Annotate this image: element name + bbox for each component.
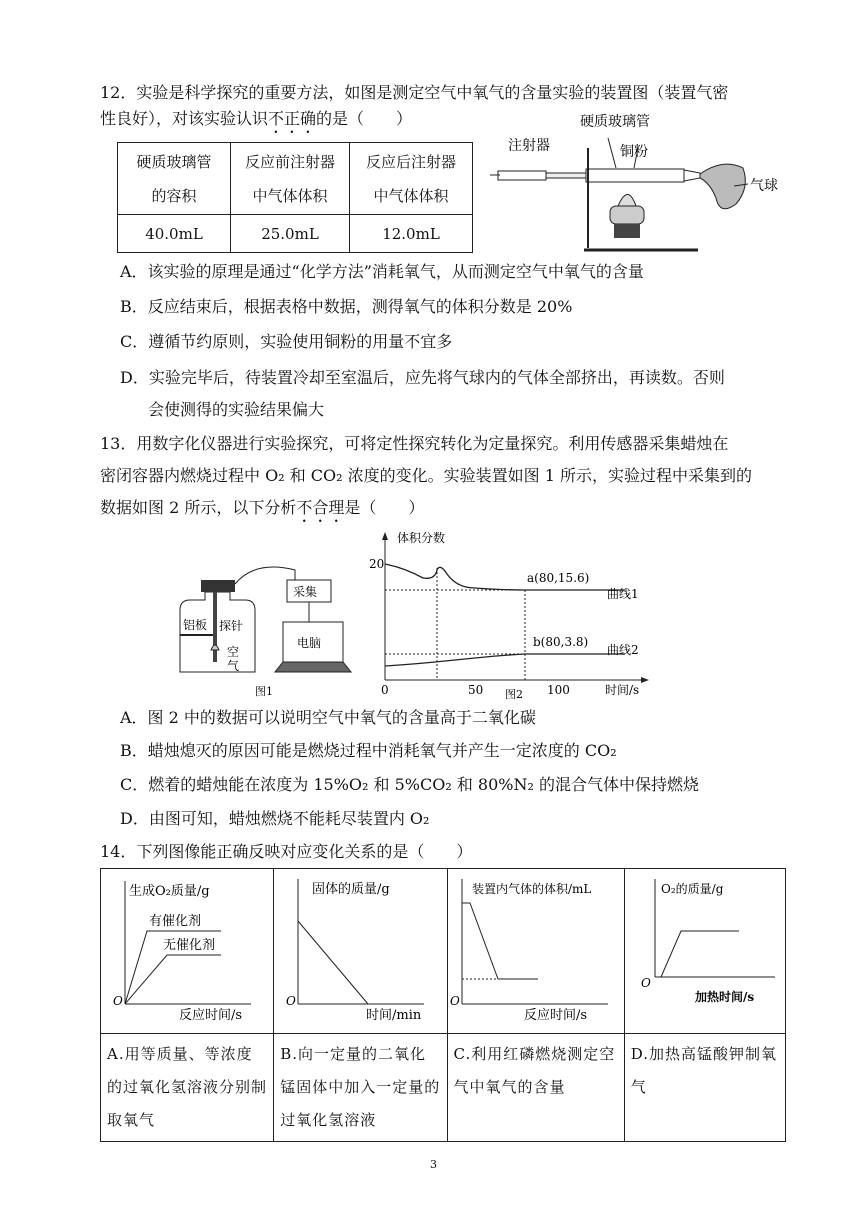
fig2-caption: 图2 xyxy=(505,688,523,701)
q12-stem-line2 xyxy=(100,108,412,137)
q14-caption-a: A.用等质量、等浓度的过氧化氢溶液分别制取氧气 xyxy=(101,1034,274,1142)
fig2-xlabel: 时间/s xyxy=(605,683,640,697)
page-number: 3 xyxy=(430,1158,437,1171)
q12-value-after: 12.0mL xyxy=(350,215,473,253)
fig1-probe-label: 探针 xyxy=(219,619,244,633)
fig2-point-b: b(80,3.8) xyxy=(533,635,589,649)
q14-table xyxy=(100,868,786,1142)
q13-option-a: A．图 2 中的数据可以说明空气中氧气的含量高于二氧化碳 xyxy=(120,708,536,727)
q12-value-tube: 40.0mL xyxy=(118,215,231,253)
svg-text:生成O₂质量/g: 生成O₂质量/g xyxy=(129,884,210,899)
q12-stem-emphasis: 不正确 xyxy=(268,109,317,128)
q13-stem-line3 xyxy=(100,497,424,526)
q12-value-before: 25.0mL xyxy=(231,215,350,253)
fig1-caption: 图1 xyxy=(255,685,273,698)
q12-apparatus-figure xyxy=(488,108,788,258)
q14-graph-c-cell xyxy=(447,869,624,1034)
q12-option-b: B．反应结束后，根据表格中数据，测得氧气的体积分数是 20% xyxy=(120,297,573,316)
svg-text:O: O xyxy=(113,994,123,1008)
q12-option-d-cont: 会使测得的实验结果偏大 xyxy=(148,400,325,419)
fig2-ytick-20: 20 xyxy=(369,557,385,571)
q12-stem-line1: 12．实验是科学探究的重要方法，如图是测定空气中氧气的含量实验的装置图（装置气密 xyxy=(100,83,729,102)
q12-option-d: D．实验完毕后，待装置冷却至室温后，应先将气球内的气体全部挤出，再读数。否则 xyxy=(120,368,725,387)
q12-label-tube: 硬质玻璃管 xyxy=(580,114,650,130)
q12-option-a: A．该实验的原理是通过“化学方法”消耗氧气，从而测定空气中氧气的含量 xyxy=(120,262,644,281)
q12-label-syringe: 注射器 xyxy=(508,138,550,154)
fig1-air-label-1: 空 xyxy=(227,645,240,659)
fig2-curve2 xyxy=(385,654,625,666)
fig2-ylabel: 体积分数 xyxy=(397,531,446,545)
q14-graph-a-cell xyxy=(101,869,274,1034)
svg-text:O: O xyxy=(286,994,297,1008)
svg-text:O: O xyxy=(640,976,651,990)
q14-graph-b xyxy=(274,869,446,1029)
q13-stem-pre: 数据如图 2 所示，以下分析 xyxy=(100,498,297,517)
q13-stem-post: 是（ ） xyxy=(344,498,425,517)
q12-header-before: 反应前注射器 中气体体积 xyxy=(231,143,350,215)
fig1-collect-label: 采集 xyxy=(293,585,318,599)
q13-stem-line2: 密闭容器内燃烧过程中 O₂ 和 CO₂ 浓度的变化。实验装置如图 1 所示，实验过程中采集到的 xyxy=(100,466,753,485)
svg-text:装置内气体的体积/mL: 装置内气体的体积/mL xyxy=(471,882,591,896)
fig2-xtick-50: 50 xyxy=(468,683,484,697)
q13-stem-emphasis: 不合理 xyxy=(296,498,345,517)
q13-figure1 xyxy=(175,560,375,700)
q14-stem: 14．下列图像能正确反映对应变化关系的是（ ） xyxy=(100,842,473,861)
fig1-computer-label: 电脑 xyxy=(297,636,322,650)
q13-option-d: D．由图可知，蜡烛燃烧不能耗尽装置内 O₂ xyxy=(120,809,430,828)
svg-text:时间/min: 时间/min xyxy=(366,1008,422,1023)
fig1-air-label-2: 气 xyxy=(227,659,240,673)
fig2-curve1-label: 曲线1 xyxy=(607,587,639,601)
q12-stem-pre: 性良好），对该实验认识 xyxy=(100,109,269,128)
fig1-plate-label: 铝板 xyxy=(183,618,208,632)
svg-text:无催化剂: 无催化剂 xyxy=(163,938,216,953)
svg-text:反应时间/s: 反应时间/s xyxy=(179,1008,243,1023)
flame xyxy=(618,195,636,207)
q12-stem-post: 的是（ ） xyxy=(316,109,413,128)
q12-option-c: C．遵循节约原则，实验使用铜粉的用量不宜多 xyxy=(120,332,453,351)
q12-header-tube: 硬质玻璃管 的容积 xyxy=(118,143,231,215)
fig2-curve2-label: 曲线2 xyxy=(607,643,639,657)
q14-graph-d-cell xyxy=(624,869,785,1034)
q12-label-balloon: 气球 xyxy=(750,178,778,194)
lamp xyxy=(610,206,644,224)
q13-stem-line1: 13．用数字化仪器进行实验探究，可将定性探究转化为定量探究。利用传感器采集蜡烛在 xyxy=(100,434,729,453)
fig2-xtick-0: 0 xyxy=(381,683,389,697)
q14-graph-c xyxy=(448,869,624,1029)
q13-option-b: B．蜡烛熄灭的原因可能是燃烧过程中消耗氧气并产生一定浓度的 CO₂ xyxy=(120,741,617,760)
q12-data-table xyxy=(117,142,473,253)
q14-caption-b: B.向一定量的二氧化锰固体中加入一定量的过氧化氢溶液 xyxy=(274,1034,447,1142)
q13-option-c: C．燃着的蜡烛能在浓度为 15%O₂ 和 5%CO₂ 和 80%N₂ 的混合气体中保持燃烧 xyxy=(120,775,699,794)
q14-graph-b-cell xyxy=(274,869,447,1034)
balloon-shape xyxy=(700,164,745,209)
syringe-body xyxy=(498,171,546,180)
svg-text:O₂的质量/g: O₂的质量/g xyxy=(660,882,724,896)
svg-text:有催化剂: 有催化剂 xyxy=(149,914,202,929)
q14-caption-c: C.利用红磷燃烧测定空气中氧气的含量 xyxy=(447,1034,624,1142)
svg-text:固体的质量/g: 固体的质量/g xyxy=(312,882,390,897)
svg-text:O: O xyxy=(449,994,460,1008)
jar xyxy=(180,592,255,672)
q14-graph-d xyxy=(625,869,785,1029)
q14-caption-d: D.加热高锰酸钾制氧气 xyxy=(624,1034,785,1142)
fig2-xtick-100: 100 xyxy=(547,683,570,697)
q12-header-after: 反应后注射器 中气体体积 xyxy=(350,143,473,215)
svg-text:反应时间/s: 反应时间/s xyxy=(523,1008,587,1023)
glass-tube xyxy=(586,169,684,182)
q12-label-copper: 铜粉 xyxy=(620,144,648,160)
svg-text:加热时间/s: 加热时间/s xyxy=(694,990,754,1004)
q14-graph-a xyxy=(101,869,273,1029)
q13-figure2 xyxy=(365,528,665,703)
fig2-point-a: a(80,15.6) xyxy=(527,571,590,585)
